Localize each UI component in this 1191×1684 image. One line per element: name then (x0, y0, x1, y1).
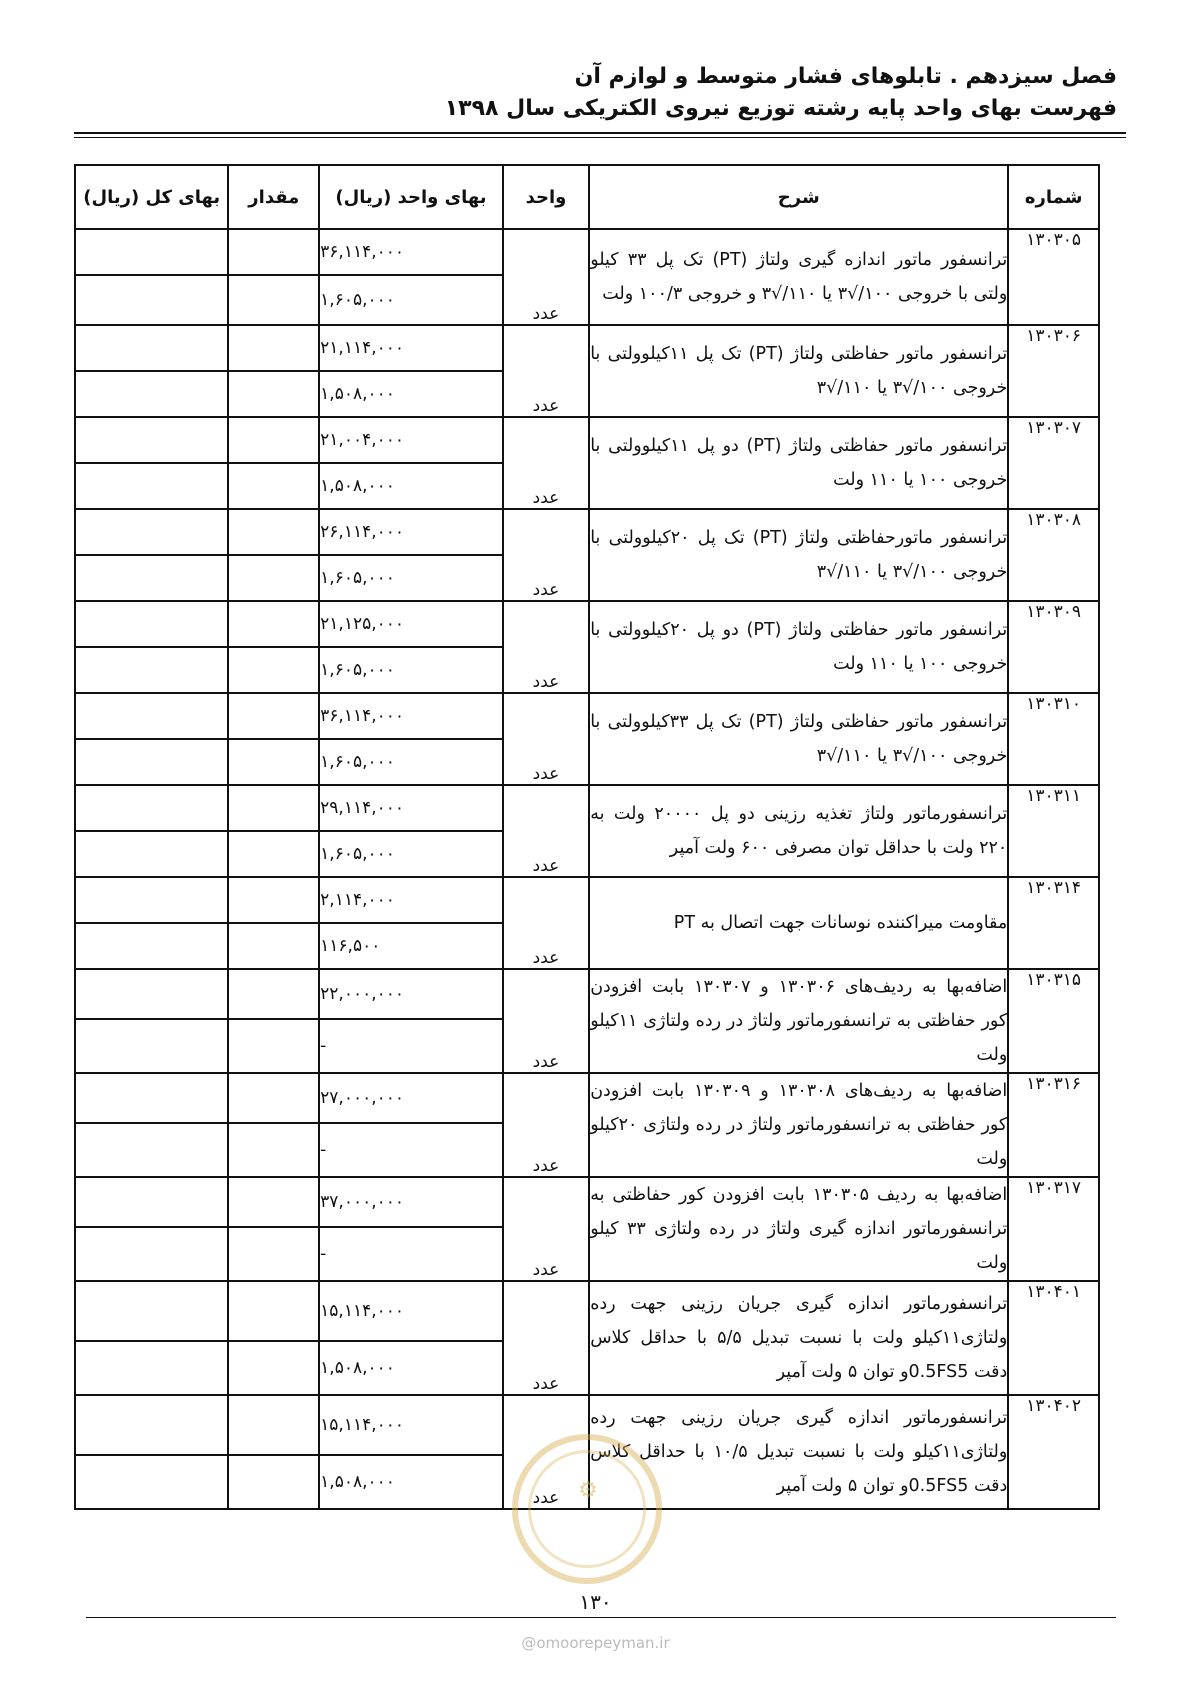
item-quantity-cell (228, 1455, 319, 1509)
item-unit-price-primary: ۳۶,۱۱۴,۰۰۰ (319, 693, 503, 739)
item-description: ترانسفور ماتور حفاظتی ولتاژ (PT) دو پل ۲۰کیلوولتی با خروجی ۱۰۰ یا ۱۱۰ ولت (589, 601, 1008, 693)
item-unit-price-secondary: ۱,۵۰۸,۰۰۰ (319, 1455, 503, 1509)
item-total-cell (75, 1123, 228, 1177)
item-quantity-cell (228, 1073, 319, 1123)
item-total-cell (75, 1455, 228, 1509)
item-quantity-cell (228, 1281, 319, 1341)
table-row (75, 1177, 1099, 1227)
item-unit: عدد (503, 325, 589, 417)
item-total-cell (75, 463, 228, 509)
item-quantity-cell (228, 923, 319, 969)
item-total-cell (75, 877, 228, 923)
item-description: اضافه‌بها به ردیف‌های ۱۳۰۳۰۸ و ۱۳۰۳۰۹ بابت افزودن کور حفاظتی به ترانسفورماتور ولتاژ در رده ولتاژی ۲۰کیلو ولت (589, 1073, 1008, 1177)
item-unit: عدد (503, 785, 589, 877)
footer-rule (86, 1617, 1116, 1618)
item-quantity-cell (228, 1177, 319, 1227)
item-description: ترانسفور ماتور اندازه گیری ولتاژ (PT) تک پل ۳۳ کیلو ولتی با خروجی ۱۰۰/√۳ یا ۱۱۰/√۳ و خروجی ۱۰۰/۳ ولت (589, 229, 1008, 325)
item-quantity-cell (228, 647, 319, 693)
item-quantity-cell (228, 1227, 319, 1281)
item-total-cell (75, 693, 228, 739)
item-unit-price-secondary: - (319, 1227, 503, 1281)
item-total-cell (75, 647, 228, 693)
item-total-cell (75, 325, 228, 371)
item-description: ترانسفور ماتورحفاظتی ولتاژ (PT) تک پل ۲۰کیلوولتی با خروجی ۱۰۰/√۳ یا ۱۱۰/√۳ (589, 509, 1008, 601)
col-header-unit-price: بهای واحد (ریال) (319, 165, 503, 229)
item-unit: عدد (503, 969, 589, 1073)
item-total-cell (75, 1019, 228, 1073)
page-header (445, 62, 1117, 126)
item-total-cell (75, 739, 228, 785)
item-unit-price-primary: ۲۱,۱۱۴,۰۰۰ (319, 325, 503, 371)
item-number: ۱۳۰۳۰۷ (1008, 417, 1099, 509)
item-number: ۱۳۰۳۱۶ (1008, 1073, 1099, 1177)
table-row (75, 417, 1099, 463)
item-number: ۱۳۰۳۱۷ (1008, 1177, 1099, 1281)
watermark-seal-inner (528, 1450, 646, 1568)
item-description: اضافه‌بها به ردیف‌های ۱۳۰۳۰۶ و ۱۳۰۳۰۷ بابت افزودن کور حفاظتی به ترانسفورماتور ولتاژ در رده ولتاژی ۱۱کیلو ولت (589, 969, 1008, 1073)
item-number: ۱۳۰۳۱۱ (1008, 785, 1099, 877)
item-number: ۱۳۰۴۰۲ (1008, 1395, 1099, 1509)
table-row (75, 325, 1099, 371)
table-row (75, 601, 1099, 647)
item-description: ترانسفورماتور اندازه گیری جریان رزینی جهت رده ولتاژی۱۱کیلو ولت با نسبت تبدیل ۱۰/۵ با حداقل کلاس دقت 0.5FS5و توان ۵ ولت آمپر (589, 1395, 1008, 1509)
table-row (75, 877, 1099, 923)
page-number: ۱۳۰ (579, 1590, 612, 1614)
col-header-total-price: بهای کل (ریال) (75, 165, 228, 229)
item-unit-price-primary: ۱۵,۱۱۴,۰۰۰ (319, 1281, 503, 1341)
item-quantity-cell (228, 1395, 319, 1455)
header-rule-thick (74, 132, 1126, 134)
item-quantity-cell (228, 1123, 319, 1177)
col-header-unit: واحد (503, 165, 589, 229)
item-total-cell (75, 555, 228, 601)
item-description: ترانسفور ماتور حفاظتی ولتاژ (PT) تک پل ۱۱کیلوولتی با خروجی ۱۰۰/√۳ یا ۱۱۰/√۳ (589, 325, 1008, 417)
item-unit: عدد (503, 601, 589, 693)
item-total-cell (75, 275, 228, 325)
item-unit: عدد (503, 509, 589, 601)
item-quantity-cell (228, 693, 319, 739)
item-unit: عدد (503, 877, 589, 969)
item-quantity-cell (228, 463, 319, 509)
item-total-cell (75, 417, 228, 463)
item-unit-price-secondary: ۱,۵۰۸,۰۰۰ (319, 1341, 503, 1395)
item-unit-price-secondary: ۱,۶۰۵,۰۰۰ (319, 831, 503, 877)
item-unit-price-secondary: ۱,۶۰۵,۰۰۰ (319, 739, 503, 785)
chapter-title: فصل سیزدهم . تابلوهای فشار متوسط و لوازم آن (574, 64, 1117, 89)
item-total-cell (75, 1281, 228, 1341)
item-number: ۱۳۰۳۱۵ (1008, 969, 1099, 1073)
item-unit: عدد (503, 417, 589, 509)
item-quantity-cell (228, 877, 319, 923)
item-total-cell (75, 601, 228, 647)
item-unit-price-secondary: ۱۱۶,۵۰۰ (319, 923, 503, 969)
item-total-cell (75, 969, 228, 1019)
item-quantity-cell (228, 601, 319, 647)
col-header-quantity: مقدار (228, 165, 319, 229)
item-unit: عدد (503, 693, 589, 785)
table-row (75, 693, 1099, 739)
item-total-cell (75, 1177, 228, 1227)
item-unit: عدد (503, 1281, 589, 1395)
item-total-cell (75, 1341, 228, 1395)
item-quantity-cell (228, 555, 319, 601)
col-header-description: شرح (589, 165, 1008, 229)
price-table (74, 164, 1100, 1510)
item-unit-price-primary: ۲۱,۰۰۴,۰۰۰ (319, 417, 503, 463)
item-quantity-cell (228, 509, 319, 555)
item-total-cell (75, 1227, 228, 1281)
item-number: ۱۳۰۳۰۵ (1008, 229, 1099, 325)
item-unit-price-secondary: ۱,۶۰۵,۰۰۰ (319, 555, 503, 601)
table-header-row (75, 165, 1099, 229)
item-quantity-cell (228, 739, 319, 785)
header-rule-thin (74, 137, 1126, 138)
item-unit-price-primary: ۲۷,۰۰۰,۰۰۰ (319, 1073, 503, 1123)
item-unit-price-primary: ۲۹,۱۱۴,۰۰۰ (319, 785, 503, 831)
item-unit: عدد (503, 229, 589, 325)
item-number: ۱۳۰۳۰۶ (1008, 325, 1099, 417)
item-unit-price-secondary: - (319, 1019, 503, 1073)
item-total-cell (75, 785, 228, 831)
item-description: ترانسفور ماتور حفاظتی ولتاژ (PT) تک پل ۳۳کیلوولتی با خروجی ۱۰۰/√۳ یا ۱۱۰/√۳ (589, 693, 1008, 785)
item-number: ۱۳۰۳۰۹ (1008, 601, 1099, 693)
item-quantity-cell (228, 275, 319, 325)
item-total-cell (75, 371, 228, 417)
item-number: ۱۳۰۴۰۱ (1008, 1281, 1099, 1395)
item-total-cell (75, 831, 228, 877)
item-unit: عدد (503, 1073, 589, 1177)
item-unit-price-primary: ۲۲,۰۰۰,۰۰۰ (319, 969, 503, 1019)
item-quantity-cell (228, 371, 319, 417)
table-row (75, 229, 1099, 275)
item-unit-price-secondary: ۱,۶۰۵,۰۰۰ (319, 275, 503, 325)
item-unit-price-secondary: ۱,۵۰۸,۰۰۰ (319, 371, 503, 417)
item-quantity-cell (228, 1341, 319, 1395)
item-unit: عدد (503, 1395, 589, 1509)
item-total-cell (75, 1073, 228, 1123)
item-description: ترانسفورماتور ولتاژ تغذیه رزینی دو پل ۲۰۰۰۰ ولت به ۲۲۰ ولت با حداقل توان مصرفی ۶۰۰ ولت آمپر (589, 785, 1008, 877)
item-total-cell (75, 1395, 228, 1455)
item-description: اضافه‌بها به ردیف ۱۳۰۳۰۵ بابت افزودن کور حفاظتی به ترانسفورماتور اندازه گیری ولتاژ در رده ولتاژی ۳۳ کیلو ولت (589, 1177, 1008, 1281)
item-quantity-cell (228, 1019, 319, 1073)
item-unit-price-primary: ۲۱,۱۲۵,۰۰۰ (319, 601, 503, 647)
item-quantity-cell (228, 325, 319, 371)
item-unit-price-secondary: ۱,۵۰۸,۰۰۰ (319, 463, 503, 509)
item-unit: عدد (503, 1177, 589, 1281)
item-total-cell (75, 229, 228, 275)
list-title: فهرست بهای واحد پایه رشته توزیع نیروی الکتریکی سال ۱۳۹۸ (444, 96, 1117, 121)
item-description: مقاومت میراکننده نوسانات جهت اتصال به PT (589, 877, 1008, 969)
item-description: ترانسفورماتور اندازه گیری جریان رزینی جهت رده ولتاژی۱۱کیلو ولت با نسبت تبدیل ۵/۵ با حداقل کلاس دقت 0.5FS5و توان ۵ ولت آمپر (589, 1281, 1008, 1395)
item-unit-price-primary: ۱۵,۱۱۴,۰۰۰ (319, 1395, 503, 1455)
table-body (75, 229, 1099, 1509)
item-quantity-cell (228, 785, 319, 831)
item-number: ۱۳۰۳۱۴ (1008, 877, 1099, 969)
item-unit-price-secondary: - (319, 1123, 503, 1177)
item-quantity-cell (228, 969, 319, 1019)
table-row (75, 1281, 1099, 1341)
item-description: ترانسفور ماتور حفاظتی ولتاژ (PT) دو پل ۱۱کیلوولتی با خروجی ۱۰۰ یا ۱۱۰ ولت (589, 417, 1008, 509)
item-total-cell (75, 923, 228, 969)
watermark-gear-icon: ⚙ (578, 1478, 598, 1503)
table-row (75, 1073, 1099, 1123)
table-row (75, 969, 1099, 1019)
item-total-cell (75, 509, 228, 555)
website-watermark: @omoorepeyman.ir (521, 1634, 670, 1652)
item-quantity-cell (228, 229, 319, 275)
item-quantity-cell (228, 831, 319, 877)
item-quantity-cell (228, 417, 319, 463)
item-unit-price-primary: ۳۶,۱۱۴,۰۰۰ (319, 229, 503, 275)
table-row (75, 785, 1099, 831)
item-number: ۱۳۰۳۱۰ (1008, 693, 1099, 785)
col-header-number: شماره (1008, 165, 1099, 229)
item-number: ۱۳۰۳۰۸ (1008, 509, 1099, 601)
table-row (75, 509, 1099, 555)
item-unit-price-primary: ۲۶,۱۱۴,۰۰۰ (319, 509, 503, 555)
item-unit-price-primary: ۳۷,۰۰۰,۰۰۰ (319, 1177, 503, 1227)
item-unit-price-secondary: ۱,۶۰۵,۰۰۰ (319, 647, 503, 693)
item-unit-price-primary: ۲,۱۱۴,۰۰۰ (319, 877, 503, 923)
